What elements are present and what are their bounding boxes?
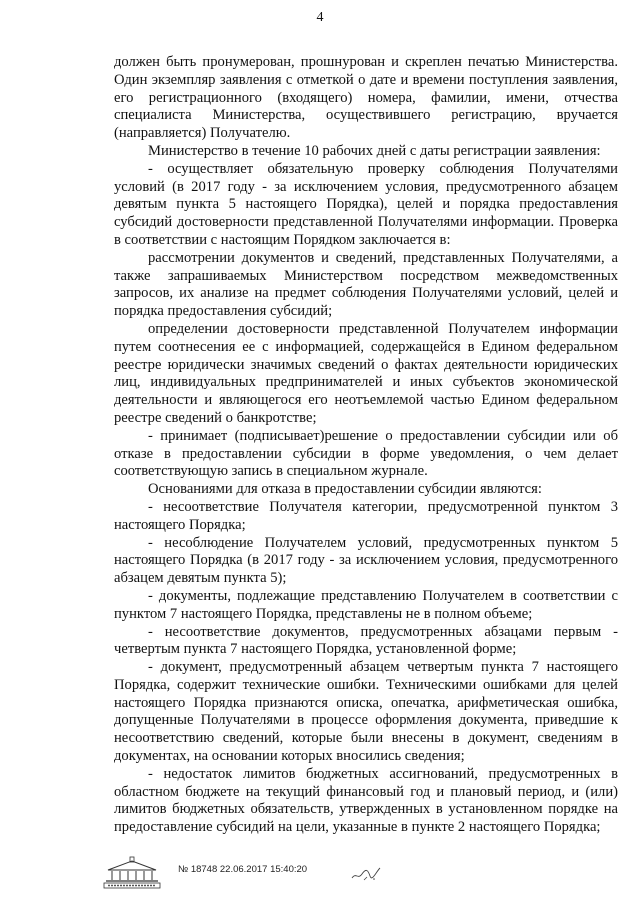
paragraph: - принимает (подписывает)решение о предоставлении субсидии или об отказе в предоставлении субсидии в форме уведомления, о чем делает соответствующую запись в специальном журнале. (114, 427, 618, 480)
page-number: 4 (316, 10, 324, 25)
paragraph: - документ, предусмотренный абзацем четвертым пункта 7 настоящего Порядка, содержит технические ошибки. Техническими ошибками для целей настоящего Порядка признаются описка, опечатка, арифметическая ошибка, допущенные Получателями в процессе оформления документа, приведшие к несоответствию сведений, которые были внесены в документ, сведениям в документах, на основании которых вносились сведения; (114, 659, 618, 765)
paragraph: - недостаток лимитов бюджетных ассигнований, предусмотренных в областном бюджете на текущий финансовый год и плановый период, и (или) лимитов бюджетных обязательств, утвержденных в установленном порядке на предоставление субсидий на цели, указанные в пункте 2 настоящего Порядка; (114, 765, 618, 836)
paragraph: Министерство в течение 10 рабочих дней с даты регистрации заявления: (148, 142, 601, 159)
paragraph: должен быть пронумерован, прошнурован и скреплен печатью Министерства. Один экземпляр заявления с отметкой о дате и времени поступления заявления, его регистрационного (входящего) номера, фамилии, имени, отчества специалиста Министерства, осуществившего регистрацию, вручается (направляется) Получателю. (114, 54, 618, 142)
paragraph: определении достоверности представленной Получателем информации путем соотнесения ее с информацией, содержащейся в Едином федеральном реестре юридически значимых сведений о фактах деятельности юридических лиц, индивидуальных предпринимателей и иных субъектов экономической деятельности и являющегося его неотъемлемой частью Едином федеральном реестре сведений о банкротстве; (114, 320, 618, 426)
paragraph: - несоответствие документов, предусмотренных абзацами первым - четвертым пункта 7 настоящего Порядка, установленной форме; (114, 623, 618, 658)
paragraph: - осуществляет обязательную проверку соблюдения Получателями условий (в 2017 году - за исключением условия, предусмотренного абзацем девятым пункта 5 настоящего Порядка), целей и порядка предоставления субсидий достоверности представленной Получателями информации. Проверка в соответствии с настоящим Порядком заключается в: (114, 160, 618, 248)
paragraph: - несоответствие Получателя категории, предусмотренной пунктом 3 настоящего Порядка; (114, 498, 618, 533)
paragraph: Основаниями для отказа в предоставлении субсидии являются: (148, 481, 542, 498)
ministry-building-logo-icon (100, 856, 164, 890)
document-body (114, 54, 618, 837)
paragraph: - документы, подлежащие представлению Получателем в соответствии с пунктом 7 настоящего Порядка, представлены не в полном объеме; (114, 587, 618, 622)
document-footer (100, 856, 620, 896)
paragraph: рассмотрении документов и сведений, представленных Получателями, а также запрашиваемых Министерством посредством межведомственных запросов, их анализе на предмет соблюдения Получателями условий, целей и порядка предоставления субсидий; (114, 249, 618, 320)
handwritten-mark-icon (350, 862, 384, 884)
registration-stamp: № 18748 22.06.2017 15:40:20 (178, 864, 308, 875)
paragraph: - несоблюдение Получателем условий, предусмотренных пунктом 5 настоящего Порядка (в 2017 году - за исключением условия, предусмотренного абзацем девятым пункта 5); (114, 534, 618, 587)
